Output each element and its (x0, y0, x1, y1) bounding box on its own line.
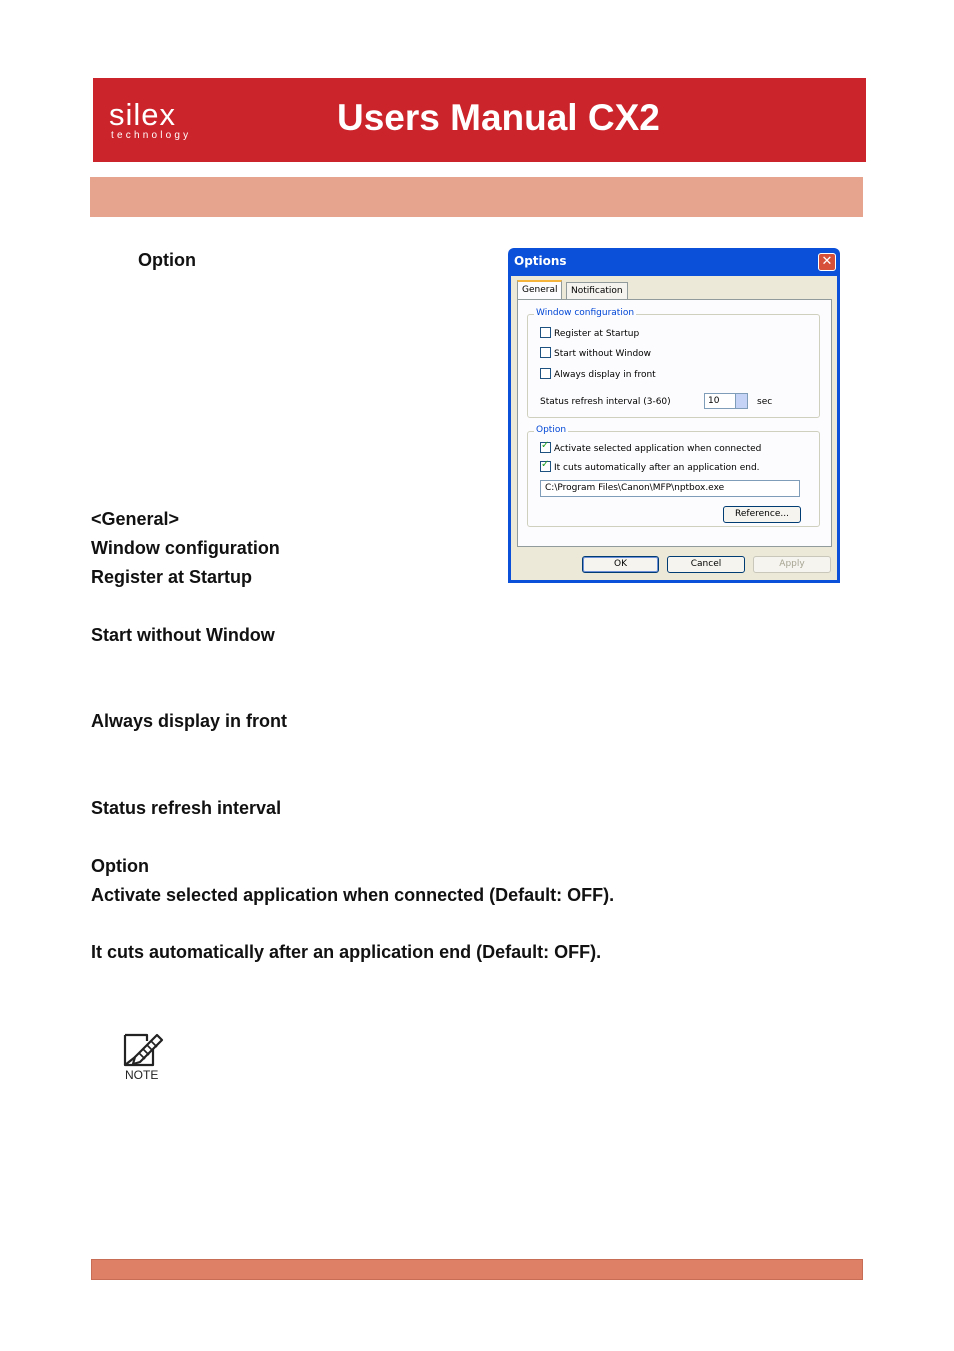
checkbox-box[interactable] (540, 347, 551, 358)
always-display-heading: Always display in front (91, 711, 288, 731)
window-group-label: Window configuration (536, 308, 635, 318)
silex-logo (109, 97, 192, 142)
status-refresh-heading: Status refresh interval (91, 798, 282, 818)
checkbox-label: Activate selected application when connected (554, 444, 762, 454)
note-label: NOTE (125, 1068, 159, 1082)
general-tab-panel (517, 299, 832, 547)
tab-notification[interactable]: Notification (566, 282, 628, 300)
activate-selected-heading: Activate selected application when connected (Default: OFF). (91, 885, 615, 905)
dialog-title: Options (514, 254, 567, 268)
apply-button[interactable]: Apply (753, 556, 831, 573)
dialog-body (511, 276, 837, 580)
options-dialog (508, 248, 840, 583)
checkbox-box[interactable] (540, 368, 551, 379)
checkbox-label: Always display in front (554, 370, 656, 380)
page-header (93, 78, 866, 162)
checkbox-checked[interactable] (540, 461, 551, 472)
checkbox-label: It cuts automatically after an application end. (554, 463, 760, 473)
spinner-arrows-icon[interactable] (735, 394, 747, 408)
checkbox-checked[interactable] (540, 442, 551, 453)
option-group (527, 425, 820, 527)
window-configuration-group (527, 308, 820, 418)
register-startup-checkbox[interactable] (540, 328, 639, 342)
tab-general[interactable]: General (517, 280, 562, 300)
refresh-interval-spinner[interactable] (704, 393, 748, 409)
start-without-window-checkbox[interactable] (540, 348, 651, 362)
start-without-window-heading: Start without Window (91, 625, 275, 645)
register-at-startup-heading: Register at Startup (91, 567, 253, 587)
general-heading: <General> (91, 509, 180, 529)
footer-band (91, 1259, 863, 1280)
auto-cut-checkbox[interactable] (540, 462, 760, 476)
reference-button[interactable]: Reference... (723, 506, 801, 523)
it-cuts-heading: It cuts automatically after an application end (Default: OFF). (91, 942, 602, 962)
refresh-interval-label: Status refresh interval (3-60) (540, 397, 671, 407)
document-title: Users Manual CX2 (337, 97, 660, 138)
cancel-button[interactable]: Cancel (667, 556, 745, 573)
logo-subtitle: technology (111, 130, 192, 141)
always-display-checkbox[interactable] (540, 369, 656, 383)
checkbox-label: Register at Startup (554, 329, 640, 339)
application-path-input[interactable]: C:\Program Files\Canon\MFP\nptbox.exe (540, 480, 800, 497)
section-band (90, 177, 863, 217)
refresh-value: 10 (708, 396, 720, 406)
close-icon[interactable]: ✕ (818, 253, 836, 271)
option-section-heading: Option (91, 856, 149, 876)
checkbox-box[interactable] (540, 327, 551, 338)
window-configuration-heading: Window configuration (91, 538, 280, 558)
option-group-label: Option (536, 425, 567, 435)
ok-button[interactable]: OK (582, 556, 659, 573)
activate-app-checkbox[interactable] (540, 443, 761, 457)
logo-word: silex (109, 97, 177, 132)
checkbox-label: Start without Window (554, 349, 652, 359)
option-heading: Option (138, 250, 196, 270)
refresh-unit: sec (757, 397, 773, 407)
